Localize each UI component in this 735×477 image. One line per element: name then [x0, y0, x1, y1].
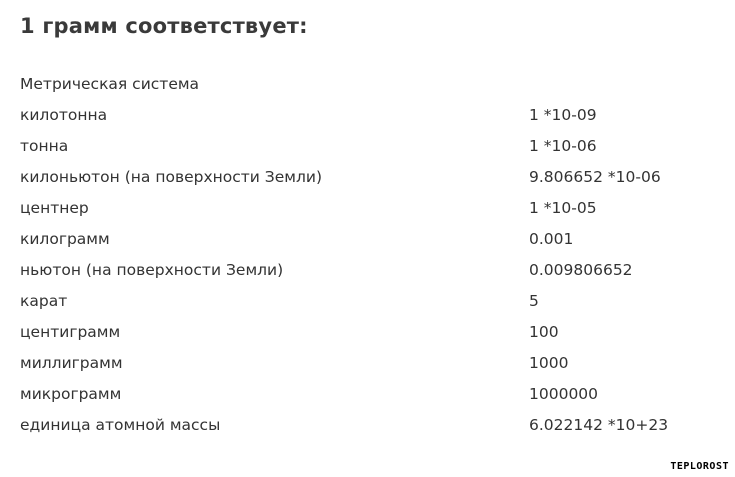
- table-row: [20, 105, 720, 136]
- unit-value: 5: [529, 292, 539, 310]
- section-label: Метрическая система: [20, 75, 200, 93]
- table-row: [20, 384, 720, 415]
- unit-value: 0.001: [529, 230, 574, 248]
- table-row: [20, 415, 720, 446]
- unit-value: 0.009806652: [529, 261, 633, 279]
- unit-value: 100: [529, 323, 559, 341]
- conversion-table: [20, 105, 720, 446]
- unit-name: килотонна: [20, 106, 108, 124]
- unit-name: микрограмм: [20, 385, 122, 403]
- table-row: [20, 229, 720, 260]
- unit-name: центнер: [20, 199, 89, 217]
- table-row: [20, 353, 720, 384]
- unit-value: 1 *10-09: [529, 106, 597, 124]
- watermark-logo: TEPLOROST: [670, 461, 729, 472]
- unit-name: килоньютон (на поверхности Земли): [20, 168, 322, 186]
- unit-value: 1 *10-05: [529, 199, 597, 217]
- unit-name: единица атомной массы: [20, 416, 221, 434]
- unit-name: тонна: [20, 137, 69, 155]
- unit-value: 9.806652 *10-06: [529, 168, 661, 186]
- page-title: 1 грамм соответствует:: [20, 14, 308, 38]
- unit-name: миллиграмм: [20, 354, 123, 372]
- unit-name: карат: [20, 292, 68, 310]
- unit-name: центиграмм: [20, 323, 121, 341]
- unit-value: 6.022142 *10+23: [529, 416, 669, 434]
- unit-value: 1000000: [529, 385, 599, 403]
- table-row: [20, 322, 720, 353]
- table-row: [20, 167, 720, 198]
- unit-name: килограмм: [20, 230, 110, 248]
- table-row: [20, 291, 720, 322]
- unit-value: 1 *10-06: [529, 137, 597, 155]
- unit-name: ньютон (на поверхности Земли): [20, 261, 284, 279]
- table-row: [20, 260, 720, 291]
- table-row: [20, 198, 720, 229]
- unit-value: 1000: [529, 354, 569, 372]
- table-row: [20, 136, 720, 167]
